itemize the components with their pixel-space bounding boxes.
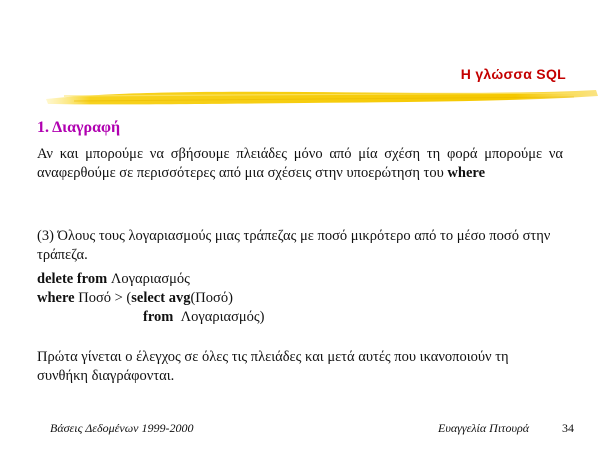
code-text: (Ποσό) [190,290,233,306]
code-line-3 [37,308,557,327]
paragraph-text: Αν και μπορούμε να σβήσουμε πλειάδες μόνο από μία σχέση τη φορά μπορούμε να αναφερθούμε σε περισσότερες από μια σχέσεις στην υποερώτηση του [37,146,563,181]
paragraph-explanation: Πρώτα γίνεται ο έλεγχος σε όλες τις πλειάδες και μετά αυτές που ικανοποιούν τη συνθήκη διαγράφονται. [37,349,509,384]
code-text: Λογαριασμός) [173,309,265,325]
sql-code-block [37,270,557,327]
keyword-where: where [37,290,75,306]
footer-page-number: 34 [562,421,574,435]
code-text: Λογαριασμός [107,271,190,287]
code-text: Ποσό > ( [74,290,132,306]
keyword-from: from [143,309,174,325]
footer-course: Βάσεις Δεδομένων 1999-2000 [50,421,194,435]
footer-author: Ευαγγελία Πιτουρά [438,421,530,435]
paragraph-delete-multiple-relations [37,145,563,183]
keyword-delete-from: delete from [37,271,108,287]
paragraph-example-query: (3) Όλους τους λογαριασμούς μιας τράπεζας με ποσό μικρότερο από το μέσο ποσό στην τράπεζα. [37,228,551,263]
code-line-2 [37,289,557,308]
slide-header-title: Η γλώσσα SQL [460,66,566,82]
keyword-where: where [447,165,486,181]
code-line-1 [37,270,557,289]
yellow-brush-stroke [44,84,600,110]
keyword-select-avg: select avg [131,290,191,306]
section-title: 1. Διαγραφή [37,119,121,136]
